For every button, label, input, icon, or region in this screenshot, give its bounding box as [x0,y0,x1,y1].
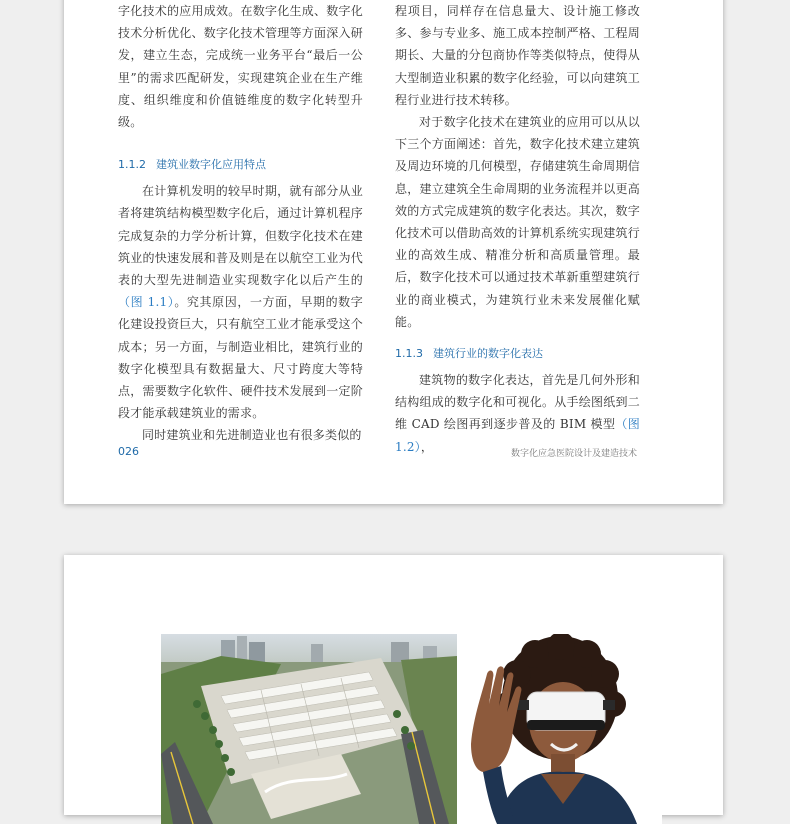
running-title: 数字化应急医院设计及建造技术 [510,449,637,459]
paragraph-text: 在计算机发明的较早时期，就有部分从业者将建筑结构模型数字化后，通过计算机程序完成复杂的力学分析计算，但数字化技术在建筑业的快速发展和普及则是在以航空工业为代表的大型先进制造业实现数字化以后产生的 [118,184,363,288]
section-title: 建筑业数字化应用特点 [156,158,266,172]
aerial-rendering-illustration [161,634,457,824]
aerial-rendering-figure [161,634,457,824]
book-page-top [64,0,723,504]
paragraph-text: 建筑物的数字化表达，首先是几何外形和结构组成的数字化和可视化。从手绘图纸到二维 CAD 绘图再到逐步普及的 BIM 模型 [395,373,640,432]
section-number: 1.1.3 [395,347,423,361]
paragraph-text: 。究其原因，一方面，早期的数字化建设投资巨大，只有航空工业才能承受这个成本；另一方面，与制造业相比，建筑行业的数字化模型具有数据量大、尺寸跨度大等特点，需要数字化软件、硬件技术发展到一定阶段才能承载建筑业的需求。 [118,295,363,421]
paragraph: 程项目，同样存在信息量大、设计施工修改多、参与专业多、施工成本控制严格、工程周期长、大量的分包商协作等类似特点，使得从大型制造业积累的数字化经验，可以向建筑工程行业进行技术转移。 [395,4,640,107]
section-heading-1-1-3 [395,343,640,365]
paragraph [395,369,640,458]
paragraph: 同时建筑业和先进制造业也有很多类似的 [142,428,362,443]
section-title: 建筑行业的数字化表达 [433,347,543,361]
paragraph: 字化技术的应用成效。在数字化生成、数字化技术分析优化、数字化技术管理等方面深入研发，建立生态，完成统一业务平台“最后一公里”的需求匹配研发，实现建筑企业在生产维度、组织维度和价值链维度的数字化转型升级。 [118,4,363,130]
book-page-bottom [64,555,723,815]
paragraph [118,180,363,424]
vr-headset-illustration [457,634,662,824]
section-number: 1.1.2 [118,158,146,172]
paragraph-text: ， [420,439,434,454]
left-text-column [118,0,363,447]
page-number: 026 [118,445,139,458]
section-heading-1-1-2 [118,154,363,176]
right-text-column [395,0,640,458]
figure-reference-1-2[interactable]: （图 1.2） [395,417,640,454]
paragraph: 对于数字化技术在建筑业的应用可以从以下三个方面阐述：首先，数字化技术建立建筑及周边环境的几何模型，存储建筑生命周期信息，建立建筑全生命周期的业务流程并以更高效的方式完成建筑的数字化表达。其次，数字化技术可以借助高效的计算机系统实现建筑行业的高效生成、精准分析和高质量管理。最后，数字化技术可以通过技术革新重塑建筑行业的商业模式，为建筑行业未来发展催化赋能。 [395,115,640,329]
vr-user-figure [457,634,662,824]
figure-reference-1-1[interactable]: （图 1.1） [118,295,175,310]
